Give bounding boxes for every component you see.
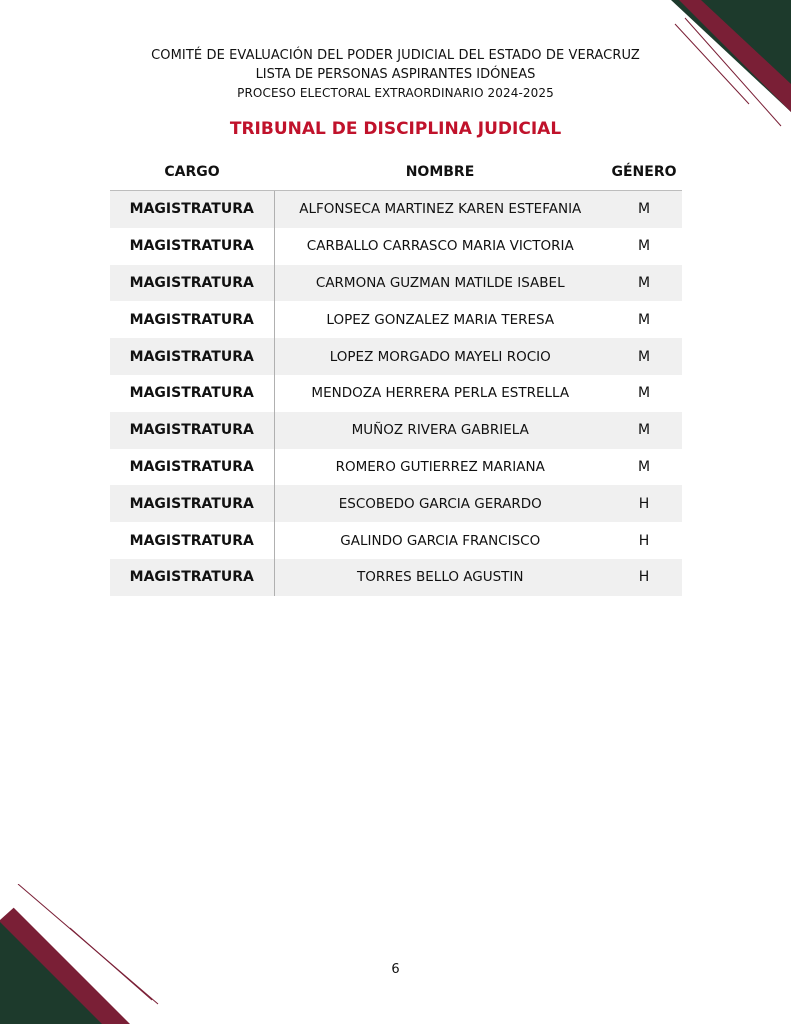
nombre-cell: MENDOZA HERRERA PERLA ESTRELLA bbox=[311, 385, 570, 402]
nombre-cell: LOPEZ GONZALEZ MARIA TERESA bbox=[326, 311, 555, 328]
genero-cell: M bbox=[637, 311, 651, 328]
column-header-nombre: NOMBRE bbox=[274, 153, 606, 191]
corner-decoration-bottom-left bbox=[0, 884, 160, 1024]
nombre-cell: LOPEZ MORGADO MAYELI ROCIO bbox=[274, 338, 606, 375]
genero-cell: M bbox=[606, 338, 682, 375]
cargo-cell: MAGISTRATURA bbox=[110, 375, 274, 412]
process-heading: PROCESO ELECTORAL EXTRAORDINARIO 2024-2025 bbox=[237, 86, 554, 100]
cargo-cell: MAGISTRATURA bbox=[110, 522, 274, 559]
nombre-cell: ESCOBEDO GARCIA GERARDO bbox=[274, 485, 606, 522]
table-row bbox=[110, 412, 682, 449]
table-row bbox=[110, 485, 682, 522]
cargo-cell: MAGISTRATURA bbox=[110, 265, 274, 302]
genero-cell: M bbox=[606, 265, 682, 302]
genero-cell: H bbox=[606, 559, 682, 596]
genero-cell: M bbox=[637, 458, 651, 475]
cargo-cell: MAGISTRATURA bbox=[110, 559, 274, 596]
genero-cell: M bbox=[606, 412, 682, 449]
candidates-table bbox=[110, 153, 682, 596]
cargo-cell: MAGISTRATURA bbox=[110, 301, 274, 338]
nombre-cell: CARBALLO CARRASCO MARIA VICTORIA bbox=[306, 238, 574, 255]
table-row bbox=[110, 375, 682, 412]
table-row bbox=[110, 191, 682, 228]
cargo-cell: MAGISTRATURA bbox=[110, 338, 274, 375]
genero-cell: H bbox=[606, 485, 682, 522]
corner-decoration-top-right bbox=[671, 0, 791, 130]
section-title: TRIBUNAL DE DISCIPLINA JUDICIAL bbox=[229, 119, 562, 139]
table-row bbox=[110, 449, 682, 486]
committee-heading: COMITÉ DE EVALUACIÓN DEL PODER JUDICIAL DEL ESTADO DE VERACRUZ bbox=[151, 48, 640, 63]
cargo-cell: MAGISTRATURA bbox=[110, 191, 274, 228]
genero-cell: M bbox=[637, 238, 651, 255]
cargo-cell: MAGISTRATURA bbox=[110, 412, 274, 449]
nombre-cell: GALINDO GARCIA FRANCISCO bbox=[340, 532, 541, 549]
nombre-cell: ALFONSECA MARTINEZ KAREN ESTEFANIA bbox=[274, 191, 606, 228]
table-row bbox=[110, 338, 682, 375]
table-header-row bbox=[110, 153, 682, 191]
table-row bbox=[110, 522, 682, 559]
table-row bbox=[110, 559, 682, 596]
cargo-cell: MAGISTRATURA bbox=[110, 485, 274, 522]
genero-cell: M bbox=[637, 385, 651, 402]
table-row bbox=[110, 265, 682, 302]
cargo-cell: MAGISTRATURA bbox=[110, 449, 274, 486]
nombre-cell: TORRES BELLO AGUSTIN bbox=[274, 559, 606, 596]
table-row bbox=[110, 301, 682, 338]
list-heading: LISTA DE PERSONAS ASPIRANTES IDÓNEAS bbox=[255, 67, 536, 82]
cargo-cell: MAGISTRATURA bbox=[110, 228, 274, 265]
genero-cell: H bbox=[638, 532, 650, 549]
nombre-cell: ROMERO GUTIERREZ MARIANA bbox=[335, 458, 545, 475]
table-row bbox=[110, 228, 682, 265]
page-number: 6 bbox=[391, 962, 400, 977]
column-header-cargo: CARGO bbox=[110, 153, 274, 191]
genero-cell: M bbox=[606, 191, 682, 228]
nombre-cell: MUÑOZ RIVERA GABRIELA bbox=[274, 412, 606, 449]
nombre-cell: CARMONA GUZMAN MATILDE ISABEL bbox=[274, 265, 606, 302]
column-header-genero: GÉNERO bbox=[606, 153, 682, 191]
